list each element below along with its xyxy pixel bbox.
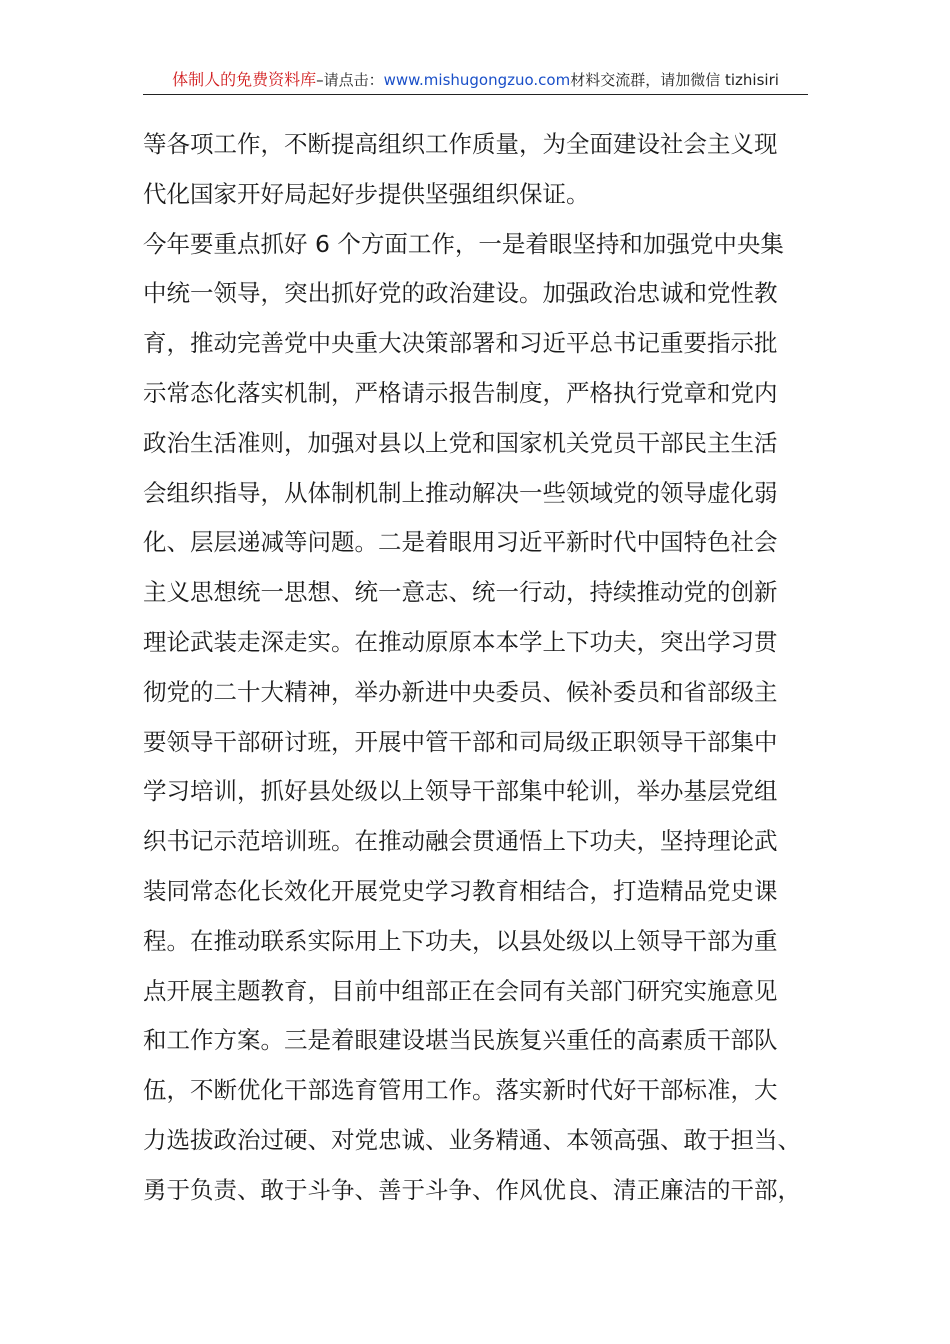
- text-line: 学习培训，抓好县处级以上领导干部集中轮训，举办基层党组: [143, 777, 778, 806]
- text-line: 力选拔政治过硬、对党忠诚、业务精通、本领高强、敢于担当、: [143, 1125, 801, 1154]
- text-line: 代化国家开好局起好步提供坚强组织保证。: [143, 179, 590, 208]
- text-line: 育，推动完善党中央重大决策部署和习近平总书记重要指示批: [143, 329, 778, 358]
- text-line: 装同常态化长效化开展党史学习教育相结合，打造精品党史课: [143, 876, 778, 905]
- header-prompt: –请点击：: [316, 71, 384, 89]
- text-line: 伍，不断优化干部选育管用工作。落实新时代好干部标准，大: [143, 1076, 778, 1105]
- text-line: 会组织指导，从体制机制上推动解决一些领域党的领导虚化弱: [143, 478, 778, 507]
- text-line: 彻党的二十大精神，举办新进中央委员、候补委员和省部级主: [143, 677, 778, 706]
- text-line: 理论武装走深走实。在推动原原本本学上下功夫，突出学习贯: [143, 627, 778, 656]
- header-note: 材料交流群，请加微信 tizhisiri: [570, 71, 779, 89]
- header-url-link[interactable]: www.mishugongzuo.com: [383, 71, 571, 89]
- text-line: 和工作方案。三是着眼建设堪当民族复兴重任的高素质干部队: [143, 1026, 778, 1055]
- text-line: 要领导干部研讨班，开展中管干部和司局级正职领导干部集中: [143, 727, 778, 756]
- text-line: 程。在推动联系实际用上下功夫，以县处级以上领导干部为重: [143, 926, 778, 955]
- text-line: 政治生活准则，加强对县以上党和国家机关党员干部民主生活: [143, 428, 778, 457]
- text-line: 中统一领导，突出抓好党的政治建设。加强政治忠诚和党性教: [143, 279, 778, 308]
- text-line: 勇于负责、敢于斗争、善于斗争、作风优良、清正廉洁的干部，: [143, 1175, 801, 1204]
- text-line: 化、层层递减等问题。二是着眼用习近平新时代中国特色社会: [143, 528, 778, 557]
- text-line: 点开展主题教育，目前中组部正在会同有关部门研究实施意见: [143, 976, 778, 1005]
- text-line: 等各项工作，不断提高组织工作质量，为全面建设社会主义现: [143, 130, 778, 158]
- text-line: 示常态化落实机制，严格请示报告制度，严格执行党章和党内: [143, 378, 778, 407]
- document-body: [143, 120, 815, 1216]
- text-line: 主义思想统一思想、统一意志、统一行动，持续推动党的创新: [143, 578, 778, 607]
- page-header: [143, 68, 808, 95]
- text-line: 今年要重点抓好 6 个方面工作，一是着眼坚持和加强党中央集: [143, 229, 784, 258]
- text-line: 织书记示范培训班。在推动融会贯通悟上下功夫，坚持理论武: [143, 827, 778, 856]
- header-brand: 体制人的免费资料库: [172, 70, 317, 89]
